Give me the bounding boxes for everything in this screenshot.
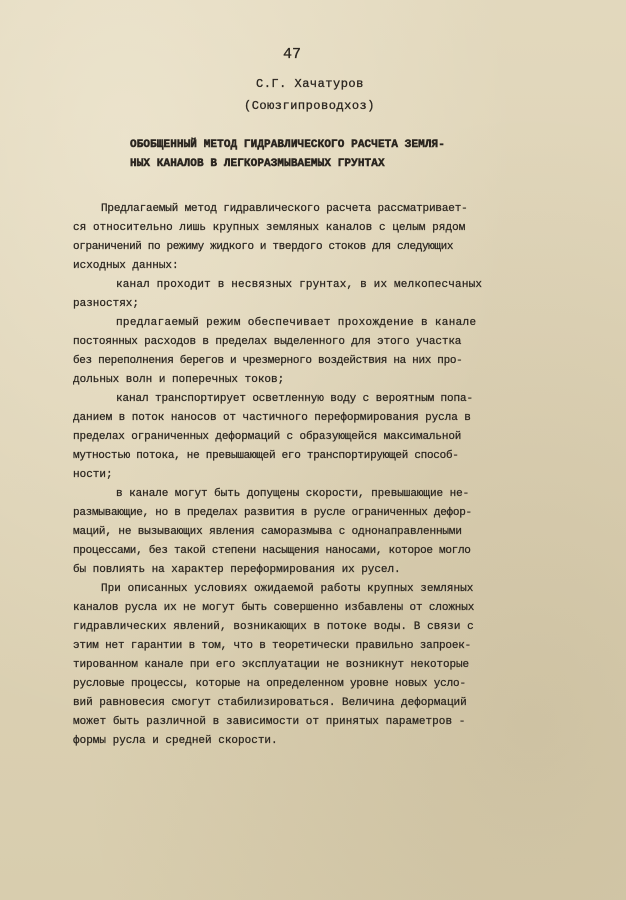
title-line: ОБОБЩЕННЫЙ МЕТОД ГИДРАВЛИЧЕСКОГО РАСЧЕТА ЗЕМЛЯ- [130, 139, 445, 151]
body-line: дольных волн и поперечных токов; [73, 374, 285, 386]
body-line: мутностью потока, не превышающей его транспортирующей способ- [73, 450, 459, 462]
body-line: бы повлиять на характер переформирования их русел. [73, 564, 401, 576]
author-name: С.Г. Хачатуров [256, 77, 364, 91]
body-line: может быть различной в зависимости от принятых параметров - [73, 716, 466, 728]
body-line: без переполнения берегов и чрезмерного воздействия на них про- [73, 355, 463, 367]
author-affiliation: (Союзгипроводхоз) [244, 99, 375, 113]
body-line: тированном канале при его эксплуатации не возникнут некоторые [73, 659, 469, 671]
body-line: Предлагаемый метод гидравлического расчета рассматривает- [101, 203, 468, 215]
body-line: канал проходит в несвязных грунтах, в их мелкопесчаных [116, 279, 483, 291]
body-line: канал транспортирует осветленную воду с вероятным попа- [116, 393, 474, 405]
body-line: ности; [73, 469, 113, 481]
body-line: пределах ограниченных деформаций с образующейся максимальной [73, 431, 462, 443]
body-line: размывающие, но в пределах развития в русле ограниченных дефор- [73, 507, 472, 519]
body-line: постоянных расходов в пределах выделенного для этого участка [73, 336, 462, 348]
body-line: вий равновесия смогут стабилизироваться. Величина деформаций [73, 697, 467, 709]
body-line: гидравлических явлений, возникающих в потоке воды. В связи с [73, 621, 474, 633]
body-line: формы русла и средней скорости. [73, 735, 278, 747]
body-line: ограничений по режиму жидкого и твердого стоков для следующих [73, 241, 454, 253]
title-line: НЫХ КАНАЛОВ В ЛЕГКОРАЗМЫВАЕМЫХ ГРУНТАХ [130, 158, 385, 170]
body-line: исходных данных: [73, 260, 179, 272]
body-line: разностях; [73, 298, 140, 310]
page-number: 47 [283, 46, 302, 63]
body-line: русловые процессы, которые на определенном уровне новых усло- [73, 678, 466, 690]
body-line: ся относительно лишь крупных земляных каналов с целым рядом [73, 222, 466, 234]
body-line: данием в поток наносов от частичного переформирования русла в [73, 412, 471, 424]
body-line: этим нет гарантии в том, что в теоретически правильно запроек- [73, 640, 472, 652]
body-line: процессами, без такой степени насыщения наносами, которое могло [73, 545, 471, 557]
body-line: предлагаемый режим обеспечивает прохождение в канале [116, 317, 477, 329]
body-line: в канале могут быть допущены скорости, превышающие не- [116, 488, 470, 500]
body-line: каналов русла их не могут быть совершенно избавлены от сложных [73, 602, 475, 614]
body-line: При описанных условиях ожидаемой работы крупных земляных [101, 583, 474, 595]
body-line: маций, не вызывающих явления саморазмыва с однонаправленными [73, 526, 462, 538]
